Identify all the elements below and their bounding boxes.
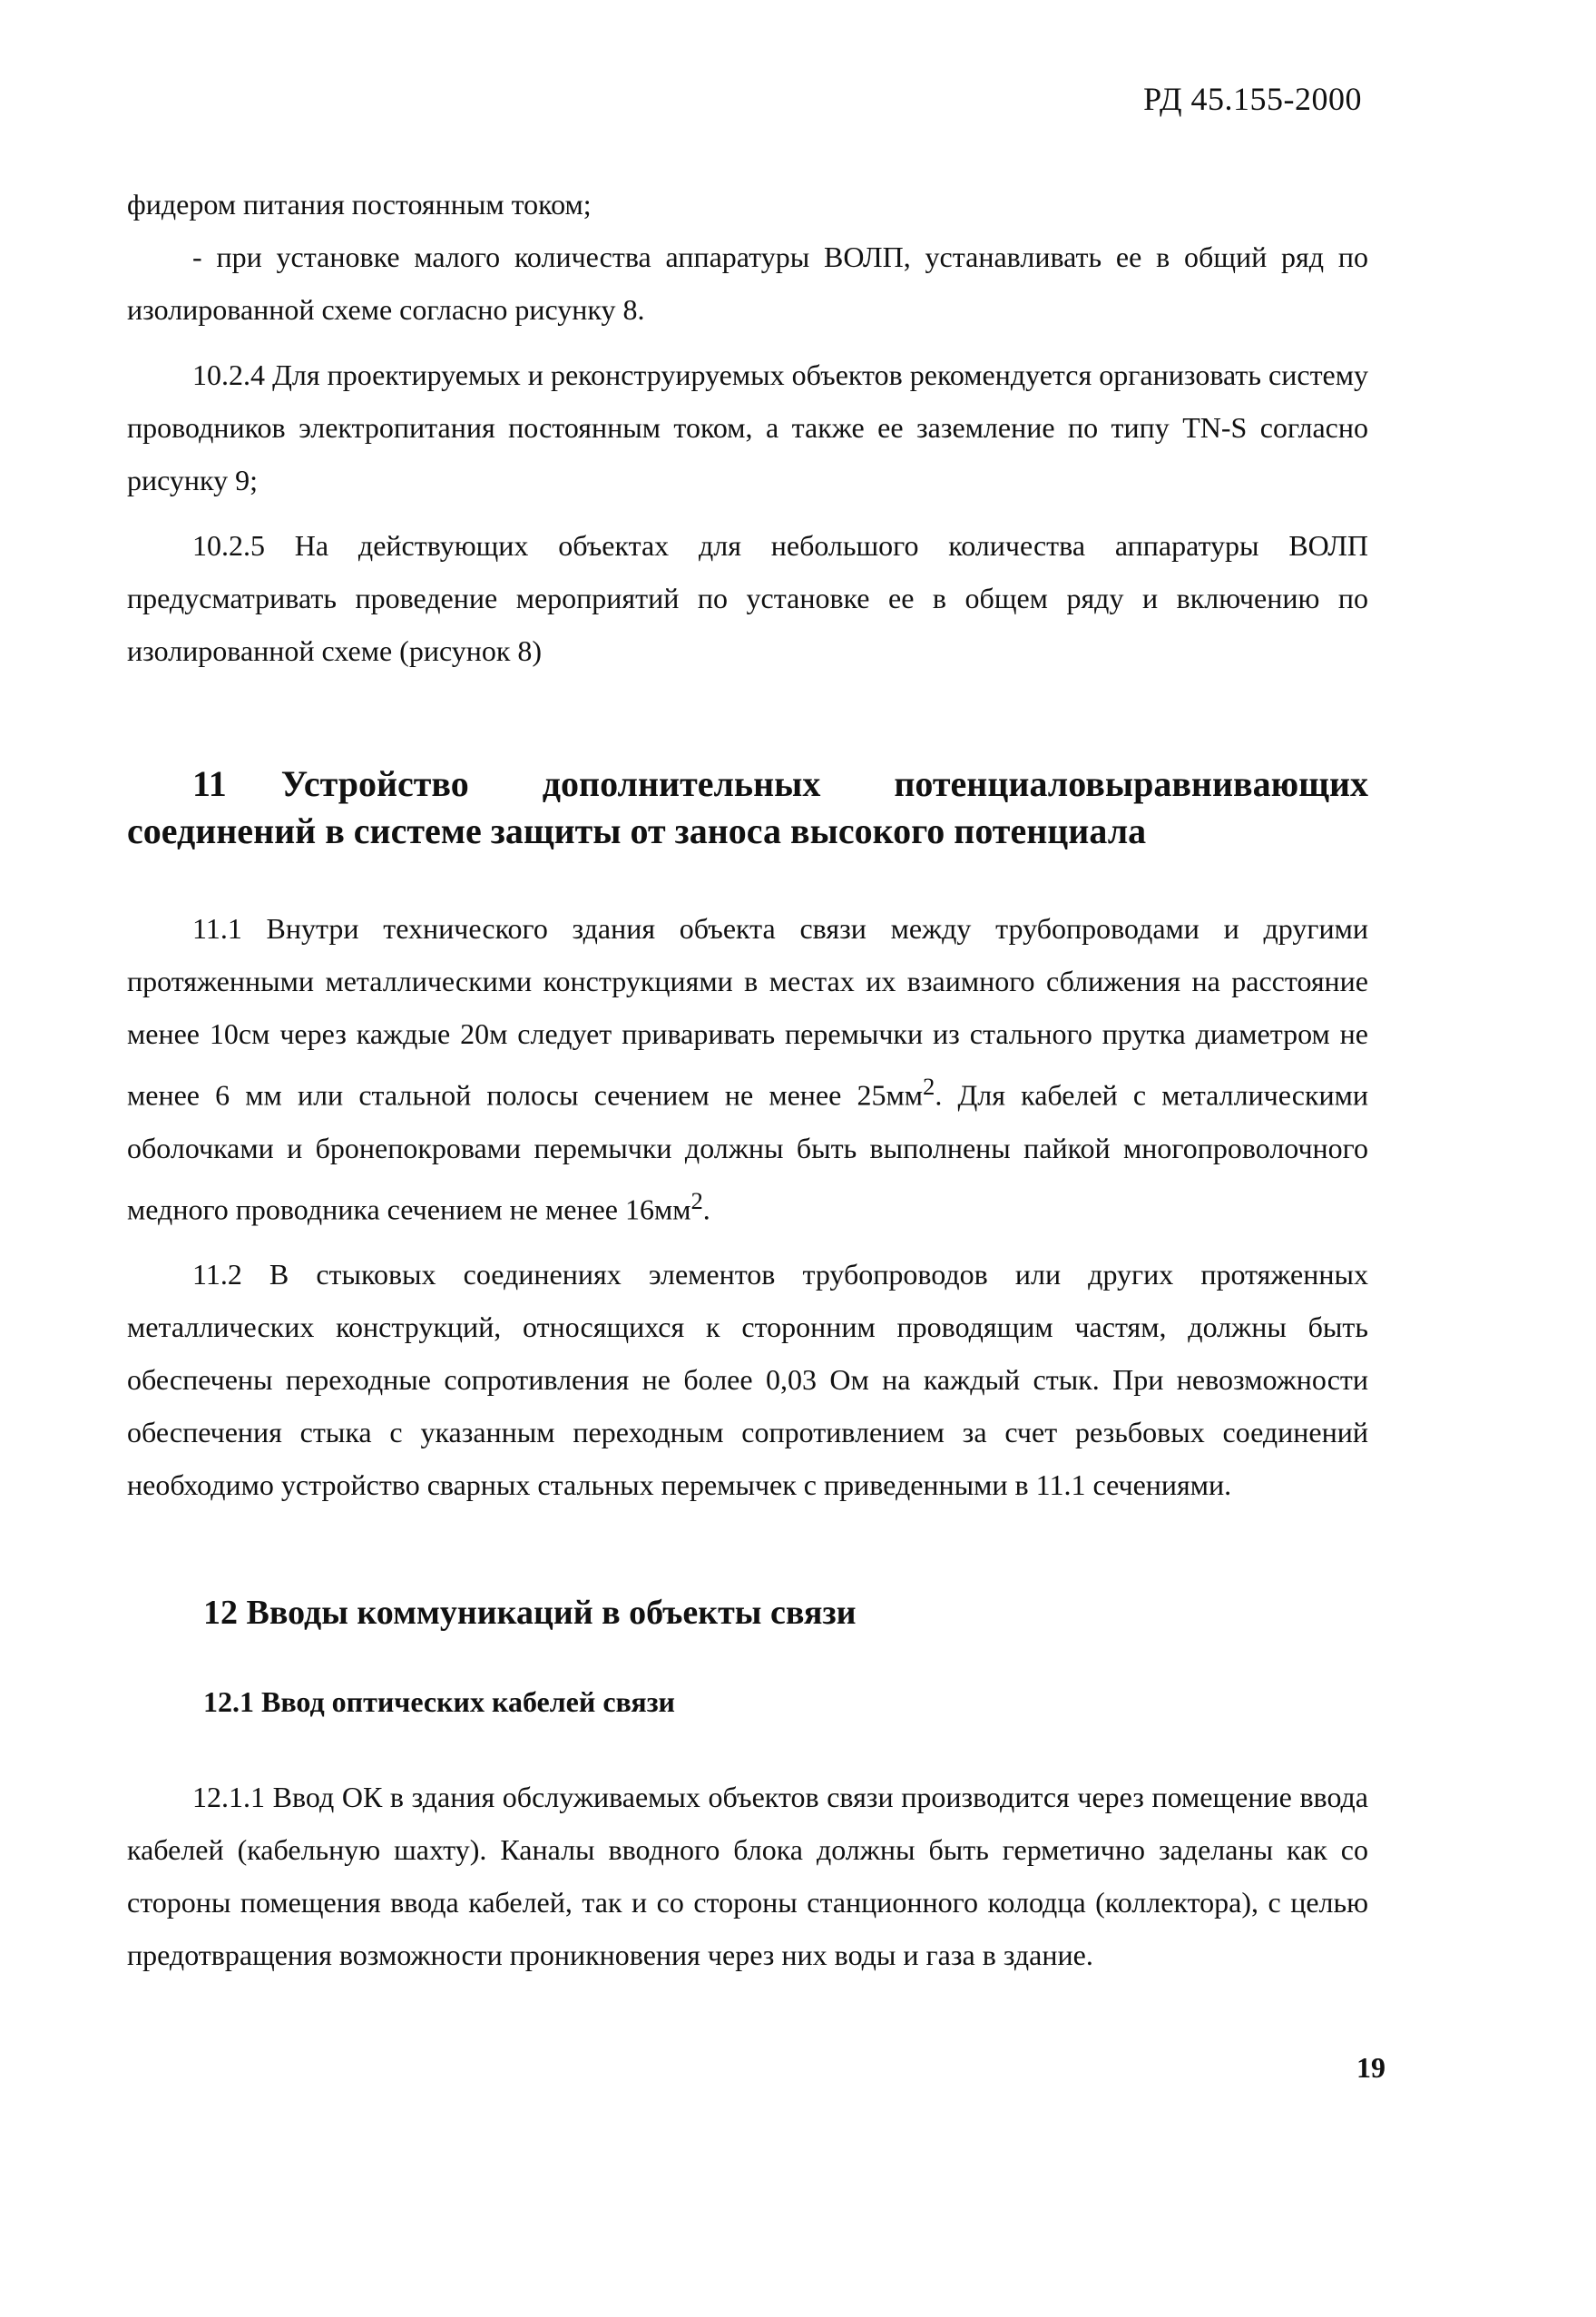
paragraph-11-2: 11.2 В стыковых соединениях элементов трубопроводов или других протяженных металлических конструкций, относящихся к сторонним проводящим частям, должны быть обеспечены переходные сопротивления не более 0,03 Ом на каждый стык. При невозможности обеспечения стыка с указанным переходным сопротивлением за счет резьбовых соединений необходимо устройство сварных стальных перемычек с приведенными в 11.1 сечениями.	[127, 1258, 1368, 1502]
paragraph-11-1-text-a: 11.1 Внутри технического здания объекта связи между трубопроводами и другими протяженными металлическими конструкциями в местах их взаимного сближения на расстояние менее 10см через каждые 20м следует приваривать перемычки из стального прутка диаметром не менее 6 мм или стальной полосы сечением не менее 25мм	[127, 912, 1368, 1112]
paragraph-10-2-4: 10.2.4 Для проектируемых и реконструируемых объектов рекомендуется организовать систему проводников электропитания постоянным током, а также ее заземление по типу TN-S согласно рисунку 9;	[127, 358, 1368, 496]
subsection-12-1-heading: 12.1 Ввод оптических кабелей связи	[203, 1685, 675, 1719]
paragraph-continuation: фидером питания постоянным током;	[127, 188, 592, 221]
superscript-squared: 2	[922, 1073, 935, 1100]
page-number: 19	[1356, 2051, 1385, 2084]
section-11-heading	[127, 761, 1368, 855]
document-code: РД 45.155-2000	[1143, 81, 1362, 117]
paragraph-10-2-5: 10.2.5 На действующих объектах для небольшого количества аппаратуры ВОЛП предусматривать проведение мероприятий по установке ее в общем ряду и включению по изолированной схеме (рисунок 8)	[127, 529, 1368, 667]
paragraph-11-1-text-c: .	[702, 1193, 710, 1226]
superscript-squared: 2	[690, 1186, 703, 1214]
paragraph-list-item: - при установке малого количества аппаратуры ВОЛП, устанавливать ее в общий ряд по изолированной схеме согласно рисунку 8.	[127, 241, 1368, 326]
section-11-title: Устройство дополнительных потенциаловыравнивающих соединений в системе защиты от заноса высокого потенциала	[127, 763, 1368, 851]
paragraph-12-1-1: 12.1.1 Ввод ОК в здания обслуживаемых объектов связи производится через помещение ввода кабелей (кабельную шахту). Каналы вводного блока должны быть герметично заделаны как со стороны помещения ввода кабелей, так и со стороны станционного колодца (коллектора), с целью предотвращения возможности проникновения через них воды и газа в здание.	[127, 1781, 1368, 1972]
paragraph-11-1	[127, 902, 1368, 1235]
page-content	[127, 178, 1368, 1981]
section-11-number: 11	[192, 763, 227, 804]
section-12-heading: 12 Вводы коммуникаций в объекты связи	[203, 1594, 857, 1633]
paragraph-11-1-text-b: . Для кабелей с металлическими оболочками и бронепокровами перемычки должны быть выполнены пайкой многопроволочного медного проводника сечением не менее 16мм	[127, 1078, 1369, 1226]
